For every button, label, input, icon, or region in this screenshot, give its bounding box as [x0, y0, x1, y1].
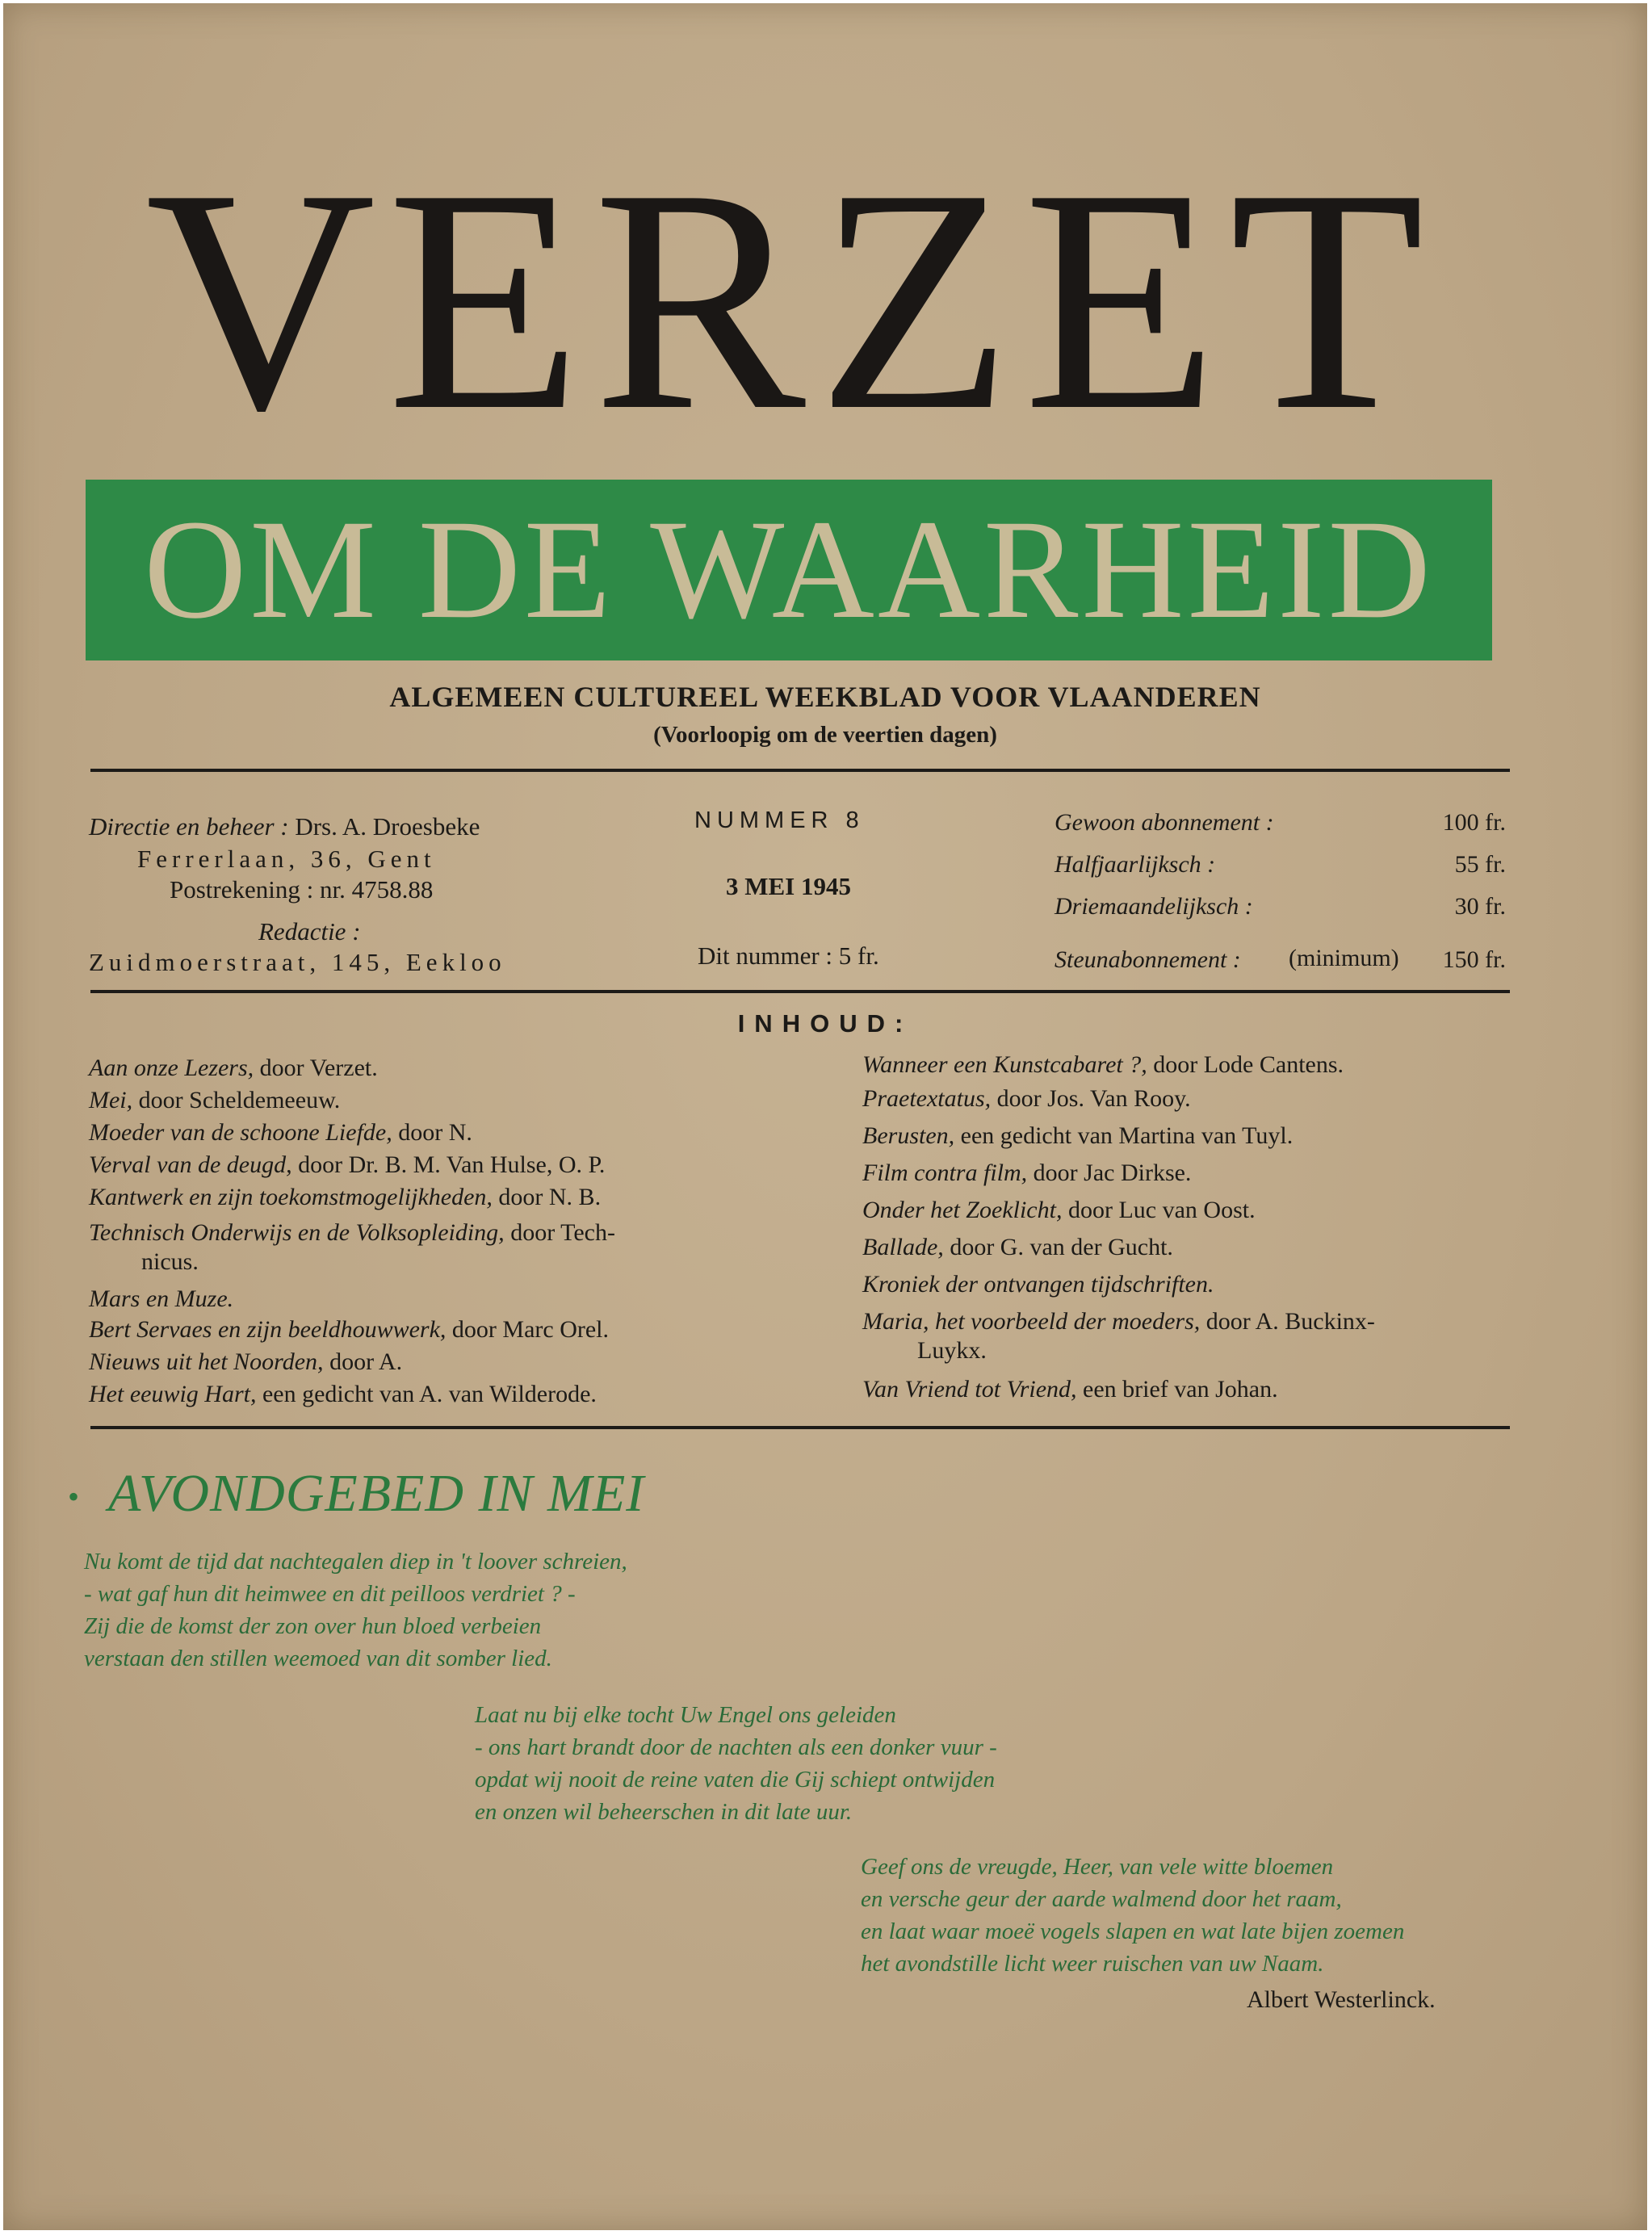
poem-author: Albert Westerlinck. — [1247, 1986, 1436, 2013]
toc-item: Mars en Muze. — [89, 1285, 234, 1312]
subscription-label: Driemaandelijksch : — [1055, 893, 1253, 920]
issue-date: 3 MEI 1945 — [726, 872, 851, 900]
editorial-address: Zuidmoerstraat, 145, Eekloo — [89, 948, 506, 976]
poem-line: Nu komt de tijd dat nachtegalen diep in 't loover schreien, — [84, 1549, 627, 1575]
poem-line: - wat gaf hun dit heimwee en dit peilloos verdriet ? - — [84, 1581, 576, 1607]
subscription-label: Halfjaarlijksch : — [1055, 851, 1216, 878]
poem-line: verstaan den stillen weemoed van dit somber lied. — [84, 1646, 552, 1671]
toc-item: Mei, door Scheldemeeuw. — [89, 1087, 341, 1113]
toc-item: Praetextatus, door Jos. Van Rooy. — [862, 1085, 1191, 1112]
contents-heading: INHOUD: — [737, 1009, 913, 1038]
toc-item: Kantwerk en zijn toekomstmogelijkheden, door N. B. — [89, 1184, 602, 1210]
postal-account: Postrekening : nr. 4758.88 — [170, 875, 434, 904]
divider-top — [90, 769, 1510, 772]
poem-line: - ons hart brandt door de nachten als een donker vuur - — [475, 1734, 997, 1760]
subscription-value: 30 fr. — [1454, 893, 1506, 920]
publication-frequency: (Voorloopig om de veertien dagen) — [653, 722, 997, 748]
toc-item: Het eeuwig Hart, een gedicht van A. van Wilderode. — [89, 1381, 597, 1407]
toc-item: Bert Servaes en zijn beeldhouwwerk, door Marc Orel. — [89, 1316, 609, 1343]
issue-price: Dit nummer : 5 fr. — [698, 941, 879, 970]
subscription-value: 150 fr. — [1442, 946, 1506, 973]
divider-middle — [90, 990, 1510, 993]
subscription-extra: (minimum) — [1289, 945, 1399, 971]
subscription-label: Steunabonnement : — [1055, 946, 1241, 973]
toc-item: Film contra film, door Jac Dirkse. — [862, 1159, 1192, 1186]
subscription-value: 100 fr. — [1442, 809, 1506, 836]
issue-number: NUMMER 8 — [694, 807, 865, 833]
poem-line: opdat wij nooit de reine vaten die Gij schiept ontwijden — [475, 1767, 996, 1793]
masthead-subtitle: OM DE WAARHEID — [144, 491, 1434, 648]
masthead-title: VERZET — [145, 124, 1436, 476]
bullet-mark: • — [68, 1478, 80, 1515]
toc-item: Kroniek der ontvangen tijdschriften. — [862, 1271, 1214, 1298]
toc-item: Moeder van de schoone Liefde, door N. — [89, 1119, 472, 1146]
toc-item: Verval van de deugd, door Dr. B. M. Van Hulse, O. P. — [89, 1151, 606, 1178]
toc-item: Onder het Zoeklicht, door Luc van Oost. — [862, 1197, 1256, 1223]
subscription-value: 55 fr. — [1454, 851, 1506, 878]
direction-line — [89, 814, 480, 839]
toc-item: Berusten, een gedicht van Martina van Tuyl. — [862, 1122, 1294, 1149]
toc-item: Nieuws uit het Noorden, door A. — [89, 1348, 403, 1375]
poem-line: Geef ons de vreugde, Heer, van vele witte bloemen — [861, 1854, 1334, 1880]
toc-item: Maria, het voorbeeld der moeders, door A. Buckinx- Luykx. — [862, 1308, 1375, 1364]
editorial-label: Redactie : — [258, 917, 361, 946]
poem-line: en versche geur der aarde walmend door het raam, — [861, 1886, 1342, 1912]
toc-item: Technisch Onderwijs en de Volksopleiding, door Tech- nicus. — [89, 1219, 615, 1275]
toc-item: Ballade, door G. van der Gucht. — [862, 1234, 1173, 1260]
divider-bottom — [90, 1426, 1510, 1429]
address: Ferrerlaan, 36, Gent — [137, 845, 436, 873]
tagline: ALGEMEEN CULTUREEL WEEKBLAD VOOR VLAANDEREN — [389, 681, 1261, 713]
poem-line: Zij die de komst der zon over hun bloed verbeien — [84, 1613, 542, 1639]
toc-item: Wanneer een Kunstcabaret ?, door Lode Cantens. — [862, 1051, 1344, 1078]
toc-item: Aan onze Lezers, door Verzet. — [89, 1055, 378, 1081]
poem-line: het avondstille licht weer ruischen van uw Naam. — [861, 1951, 1324, 1977]
magazine-cover — [3, 3, 1647, 2230]
poem-line: en onzen wil beheerschen in dit late uur. — [475, 1799, 853, 1825]
subscription-label: Gewoon abonnement : — [1055, 809, 1274, 836]
poem-line: en laat waar moeë vogels slapen en wat late bijen zoemen — [861, 1918, 1405, 1944]
poem-line: Laat nu bij elke tocht Uw Engel ons geleiden — [475, 1702, 896, 1728]
subtitle-banner — [86, 480, 1492, 660]
toc-item: Van Vriend tot Vriend, een brief van Johan. — [862, 1376, 1278, 1403]
direction-name: Drs. A. Droesbeke — [295, 812, 480, 841]
direction-label: Directie en beheer : — [89, 812, 289, 841]
poem-title: AVONDGEBED IN MEI — [108, 1464, 645, 1523]
